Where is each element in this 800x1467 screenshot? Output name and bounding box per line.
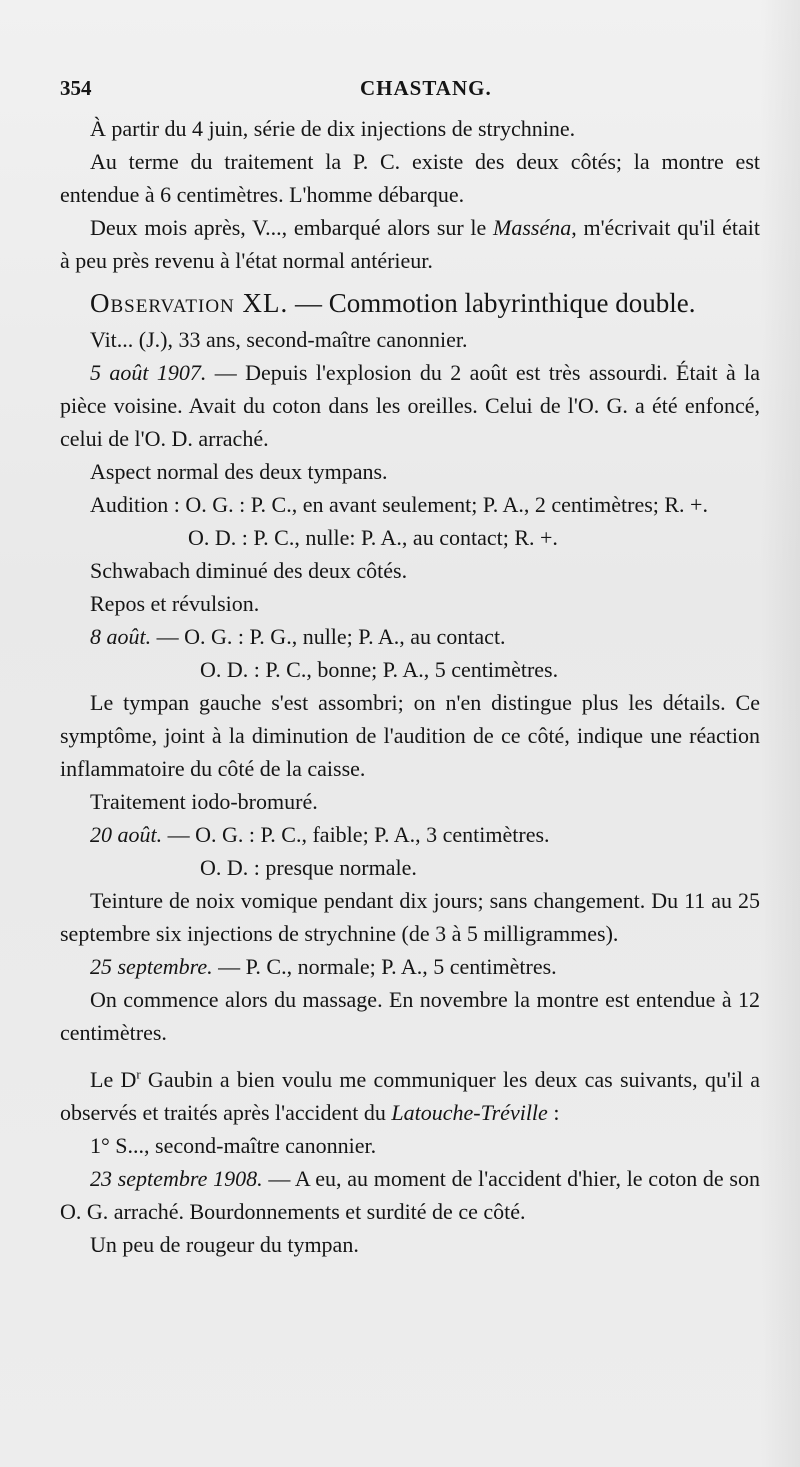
case-1-line: 1° S..., second-maître canonnier. <box>90 1133 377 1158</box>
entry-date: 8 août. <box>90 624 152 649</box>
paragraph-teinture: Teinture de noix vomique pendant dix jours; sans changement. Du 11 au 25 septembre six injections de strychnine (de 3 à 5 milligrammes). <box>60 888 760 946</box>
entry-text: — O. G. : P. G., nulle; P. A., au contact. <box>151 624 506 649</box>
entry-date: 20 août. <box>90 822 163 847</box>
paragraph-tympan: Le tympan gauche s'est assombri; on n'en distingue plus les détails. Ce symptôme, joint à la diminution de l'audition de ce côté, indique une réaction inflammatoire du côté de la caisse. <box>60 690 760 781</box>
entry-20-aout <box>60 818 760 851</box>
page-edge-shadow <box>760 0 800 1467</box>
text: Gaubin a bien voulu me communiquer les deux cas suivants, qu'il a observés et traités après l'accident du <box>60 1067 761 1125</box>
observation-label: Observation XL. <box>90 288 289 318</box>
paragraph-end-treatment: Au terme du traitement la P. C. existe des deux côtés; la montre est entendue à 6 centimètres. L'homme débarque. <box>60 149 760 207</box>
entry-8-aout-od: O. D. : P. C., bonne; P. A., 5 centimètres. <box>200 657 559 682</box>
entry-8-aout <box>60 620 760 653</box>
entry-text: — Depuis l'explosion du 2 août est très assourdi. Était à la pièce voisine. Avait du coton dans les oreilles. Celui de l'O. G. a été enfoncé, celui de l'O. D. arraché. <box>60 360 760 451</box>
entry-23-septembre <box>60 1162 760 1228</box>
superscript: r <box>136 1066 141 1082</box>
rougeur-line: Un peu de rougeur du tympan. <box>90 1232 359 1257</box>
patient-line: Vit... (J.), 33 ans, second-maître canonnier. <box>90 327 468 352</box>
paragraph-gaubin <box>60 1063 760 1129</box>
repos-line: Repos et révulsion. <box>90 591 260 616</box>
observation-title <box>60 283 760 323</box>
page-number: 354 <box>60 76 92 100</box>
traitement-line: Traitement iodo-bromuré. <box>90 789 318 814</box>
text: : <box>547 1100 560 1125</box>
entry-date: 5 août 1907. <box>90 360 207 385</box>
audition-og: Audition : O. G. : P. C., en avant seulement; P. A., 2 centimètres; R. +. <box>90 492 708 517</box>
entry-date: 25 septembre. <box>90 954 213 979</box>
text: Le D <box>90 1067 137 1092</box>
entry-text: — P. C., normale; P. A., 5 centimètres. <box>212 954 557 979</box>
page-body <box>60 112 760 1261</box>
running-head: CHASTANG. <box>360 76 492 100</box>
text: , m'écrivait qu'il était à peu près revenu à l'état normal antérieur. <box>60 215 760 273</box>
observation-heading: — Commotion labyrinthique double. <box>288 288 696 318</box>
ship-name: Latouche-Tréville <box>391 1100 548 1125</box>
schwabach-line: Schwabach diminué des deux côtés. <box>90 558 408 583</box>
entry-25-septembre <box>60 950 760 983</box>
ship-name: Masséna <box>493 215 572 240</box>
entry-text: — A eu, au moment de l'accident d'hier, le coton de son O. G. arraché. Bourdonnements et surdité de ce côté. <box>60 1166 760 1224</box>
page-header <box>60 72 750 102</box>
paragraph-strychnine: À partir du 4 juin, série de dix injections de strychnine. <box>90 116 576 141</box>
entry-20-aout-od: O. D. : presque normale. <box>200 855 417 880</box>
paragraph-massage: On commence alors du massage. En novembre la montre est entendue à 12 centimètres. <box>60 987 760 1045</box>
entry-5-aout <box>60 356 760 455</box>
paragraph-two-months <box>60 211 760 277</box>
entry-date: 23 septembre 1908. <box>90 1166 263 1191</box>
entry-text: — O. G. : P. C., faible; P. A., 3 centimètres. <box>162 822 550 847</box>
audition-od: O. D. : P. C., nulle: P. A., au contact; R. +. <box>188 525 558 550</box>
text: Deux mois après, V..., embarqué alors sur le <box>90 215 494 240</box>
aspect-line: Aspect normal des deux tympans. <box>90 459 388 484</box>
